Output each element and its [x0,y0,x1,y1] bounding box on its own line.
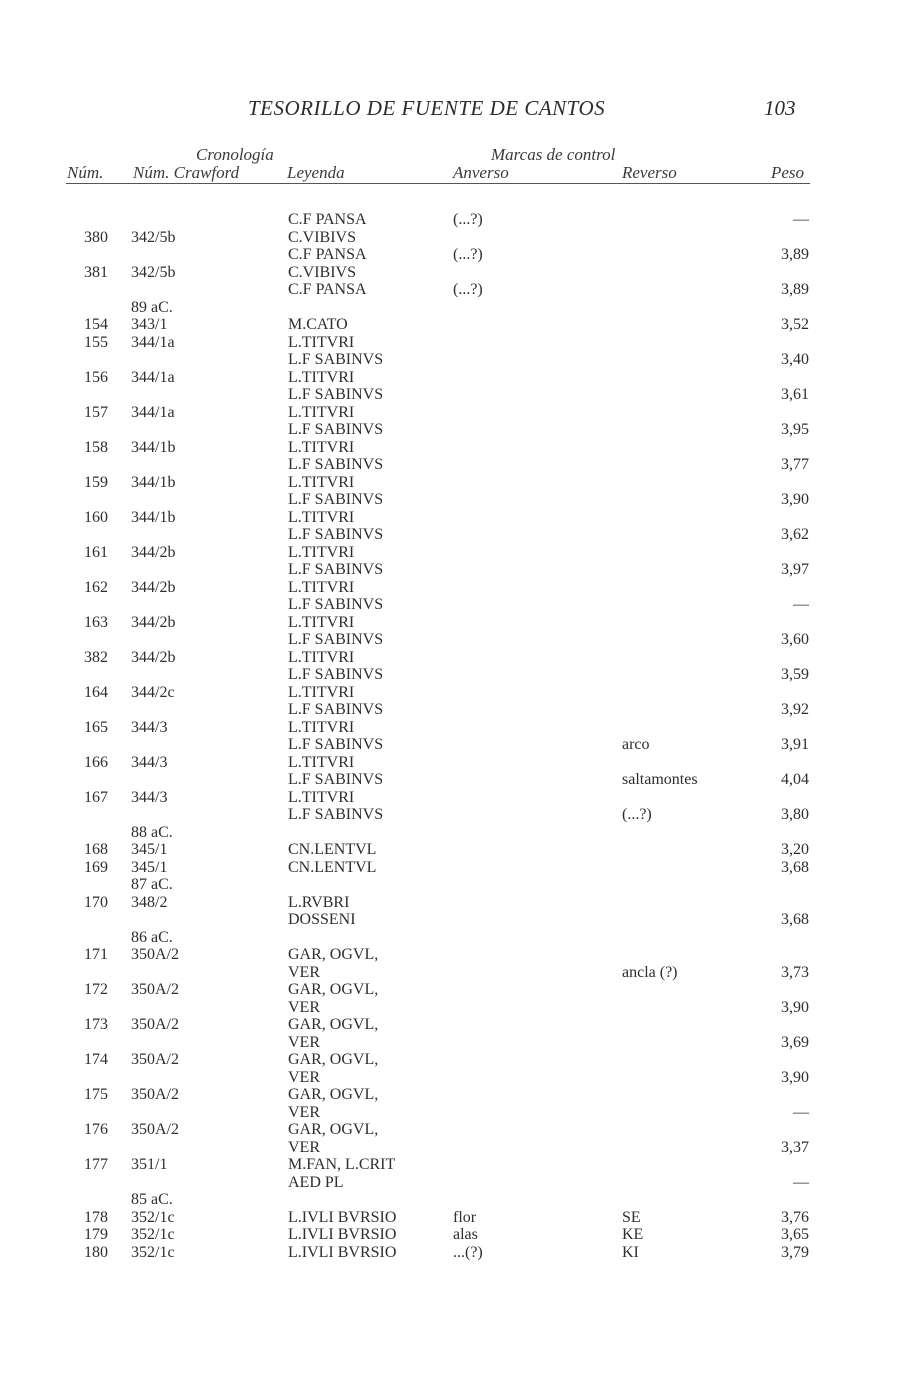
cell-num: 175 [84,1086,108,1103]
cell-crawford: 352/1c [131,1244,175,1261]
cell-reverso: KI [622,1244,639,1261]
cell-anverso: (...?) [453,211,483,228]
cell-peso: 3,97 [781,561,809,578]
cell-crawford: 350A/2 [131,981,179,998]
cell-crawford: 344/1b [131,474,176,491]
cell-num: 158 [84,439,108,456]
cell-num: 176 [84,1121,108,1138]
cell-leyenda: L.TITVRI [288,614,355,631]
cell-num: 177 [84,1156,108,1173]
cell-leyenda: L.F SABINVS [288,771,384,788]
cell-anverso: (...?) [453,281,483,298]
cell-num: 154 [84,316,108,333]
cell-crawford: 350A/2 [131,946,179,963]
header-marcas-de-control: Marcas de control [491,145,616,164]
cell-leyenda: L.IVLI BVRSIO [288,1244,397,1261]
cell-crawford: 88 aC. [131,824,173,841]
cell-anverso: alas [453,1226,478,1243]
header-peso: Peso [771,163,805,182]
cell-leyenda: L.F SABINVS [288,456,384,473]
cell-num: 162 [84,579,108,596]
cell-leyenda: L.TITVRI [288,369,355,386]
cell-peso: 3,61 [781,386,809,403]
cell-leyenda: L.TITVRI [288,719,355,736]
header-cronologia: Cronología [196,145,274,164]
cell-peso: 3,73 [781,964,809,981]
cell-leyenda: DOSSENI [288,911,356,928]
cell-num: 173 [84,1016,108,1033]
cell-leyenda: L.TITVRI [288,684,355,701]
cell-crawford: 344/2b [131,649,176,666]
cell-num: 163 [84,614,108,631]
cell-crawford: 350A/2 [131,1086,179,1103]
cell-peso: 3,59 [781,666,809,683]
cell-leyenda: L.TITVRI [288,509,355,526]
cell-anverso: ...(?) [453,1244,483,1261]
cell-leyenda: GAR, OGVL, [288,1016,379,1033]
cell-crawford: 344/3 [131,789,168,806]
cell-leyenda: L.F SABINVS [288,736,384,753]
cell-peso: 3,76 [781,1209,809,1226]
cell-crawford: 348/2 [131,894,168,911]
cell-num: 168 [84,841,108,858]
cell-crawford: 352/1c [131,1209,175,1226]
cell-crawford: 351/1 [131,1156,168,1173]
cell-crawford: 344/1a [131,404,175,421]
cell-num: 164 [84,684,108,701]
cell-leyenda: L.TITVRI [288,439,355,456]
cell-num: 160 [84,509,108,526]
cell-peso: 3,89 [781,281,809,298]
cell-anverso: flor [453,1209,477,1226]
cell-peso: 3,77 [781,456,809,473]
header-reverso: Reverso [622,163,677,182]
cell-peso: 3,80 [781,806,809,823]
cell-peso: 3,90 [781,491,809,508]
cell-num: 382 [84,649,108,666]
cell-leyenda: VER [288,1069,320,1086]
header-rule [66,183,810,184]
cell-leyenda: L.F SABINVS [288,666,384,683]
cell-crawford: 352/1c [131,1226,175,1243]
cell-num: 167 [84,789,108,806]
cell-leyenda: L.F SABINVS [288,701,384,718]
cell-leyenda: GAR, OGVL, [288,981,379,998]
cell-peso: 3,37 [781,1139,809,1156]
cell-leyenda: L.TITVRI [288,404,355,421]
cell-crawford: 342/5b [131,264,176,281]
header-leyenda: Leyenda [287,163,345,182]
cell-num: 171 [84,946,108,963]
cell-leyenda: GAR, OGVL, [288,1086,379,1103]
cell-leyenda: GAR, OGVL, [288,946,379,963]
cell-num: 156 [84,369,108,386]
cell-crawford: 344/1a [131,369,175,386]
cell-leyenda: M.CATO [288,316,348,333]
cell-peso: — [793,1174,809,1191]
cell-leyenda: L.F SABINVS [288,351,384,368]
cell-num: 380 [84,229,108,246]
cell-peso: — [793,211,809,228]
cell-leyenda: L.F SABINVS [288,631,384,648]
cell-crawford: 85 aC. [131,1191,173,1208]
cell-leyenda: L.IVLI BVRSIO [288,1226,397,1243]
cell-peso: 3,60 [781,631,809,648]
cell-num: 381 [84,264,108,281]
cell-reverso: ancla (?) [622,964,678,981]
cell-peso: 3,92 [781,701,809,718]
cell-crawford: 344/2b [131,614,176,631]
cell-peso: 3,20 [781,841,809,858]
cell-leyenda: L.IVLI BVRSIO [288,1209,397,1226]
cell-crawford: 343/1 [131,316,168,333]
cell-peso: 3,69 [781,1034,809,1051]
cell-peso: 3,40 [781,351,809,368]
cell-peso: 3,95 [781,421,809,438]
cell-leyenda: L.F SABINVS [288,806,384,823]
cell-reverso: KE [622,1226,644,1243]
cell-leyenda: L.TITVRI [288,334,355,351]
cell-crawford: 344/1a [131,334,175,351]
cell-reverso: arco [622,736,650,753]
cell-num: 179 [84,1226,108,1243]
cell-crawford: 350A/2 [131,1016,179,1033]
cell-crawford: 89 aC. [131,299,173,316]
cell-num: 178 [84,1209,108,1226]
cell-crawford: 345/1 [131,841,168,858]
cell-leyenda: C.F PANSA [288,211,367,228]
cell-num: 159 [84,474,108,491]
cell-leyenda: L.TITVRI [288,474,355,491]
cell-crawford: 345/1 [131,859,168,876]
cell-num: 180 [84,1244,108,1261]
cell-peso: 3,68 [781,911,809,928]
cell-crawford: 344/3 [131,719,168,736]
cell-reverso: (...?) [622,806,652,823]
cell-crawford: 86 aC. [131,929,173,946]
cell-anverso: (...?) [453,246,483,263]
cell-peso: 3,90 [781,1069,809,1086]
cell-leyenda: L.F SABINVS [288,596,384,613]
cell-leyenda: L.F SABINVS [288,526,384,543]
cell-peso: 3,62 [781,526,809,543]
cell-leyenda: VER [288,1034,320,1051]
cell-leyenda: L.TITVRI [288,754,355,771]
cell-num: 172 [84,981,108,998]
cell-leyenda: L.TITVRI [288,649,355,666]
cell-num: 169 [84,859,108,876]
page-number: 103 [764,96,796,120]
cell-leyenda: C.VIBIVS [288,229,357,246]
cell-peso: 3,68 [781,859,809,876]
cell-leyenda: L.F SABINVS [288,421,384,438]
running-title: TESORILLO DE FUENTE DE CANTOS [248,96,606,120]
cell-peso: 3,65 [781,1226,809,1243]
cell-peso: — [793,596,809,613]
cell-leyenda: CN.LENTVL [288,859,377,876]
cell-leyenda: L.F SABINVS [288,491,384,508]
cell-crawford: 344/2c [131,684,175,701]
cell-crawford: 87 aC. [131,876,173,893]
cell-leyenda: L.RVBRI [288,894,350,911]
cell-leyenda: L.TITVRI [288,579,355,596]
cell-leyenda: C.VIBIVS [288,264,357,281]
cell-crawford: 344/1b [131,509,176,526]
cell-crawford: 344/3 [131,754,168,771]
cell-num: 157 [84,404,108,421]
cell-peso: 3,52 [781,316,809,333]
cell-peso: 3,90 [781,999,809,1016]
cell-leyenda: L.TITVRI [288,789,355,806]
cell-num: 165 [84,719,108,736]
cell-crawford: 350A/2 [131,1121,179,1138]
cell-leyenda: L.F SABINVS [288,561,384,578]
cell-num: 161 [84,544,108,561]
cell-crawford: 344/2b [131,544,176,561]
cell-leyenda: M.FAN, L.CRIT [288,1156,396,1173]
cell-reverso: SE [622,1209,641,1226]
cell-crawford: 342/5b [131,229,176,246]
cell-peso: 3,91 [781,736,809,753]
cell-leyenda: GAR, OGVL, [288,1121,379,1138]
cell-num: 170 [84,894,108,911]
cell-crawford: 344/2b [131,579,176,596]
cell-crawford: 350A/2 [131,1051,179,1068]
cell-peso: 3,79 [781,1244,809,1261]
cell-peso: 3,89 [781,246,809,263]
cell-leyenda: VER [288,1139,320,1156]
cell-reverso: saltamontes [622,771,698,788]
cell-leyenda: C.F PANSA [288,246,367,263]
cell-leyenda: CN.LENTVL [288,841,377,858]
cell-num: 155 [84,334,108,351]
cell-leyenda: L.F SABINVS [288,386,384,403]
cell-num: 174 [84,1051,108,1068]
header-num-crawford: Núm. Crawford [133,163,240,182]
header-anverso: Anverso [453,163,509,182]
cell-peso: — [793,1104,809,1121]
cell-leyenda: C.F PANSA [288,281,367,298]
cell-leyenda: VER [288,999,320,1016]
cell-leyenda: GAR, OGVL, [288,1051,379,1068]
cell-peso: 4,04 [781,771,809,788]
cell-crawford: 344/1b [131,439,176,456]
cell-leyenda: VER [288,964,320,981]
header-num: Núm. [67,163,104,182]
cell-leyenda: L.TITVRI [288,544,355,561]
cell-num: 166 [84,754,108,771]
cell-leyenda: AED PL [288,1174,344,1191]
cell-leyenda: VER [288,1104,320,1121]
